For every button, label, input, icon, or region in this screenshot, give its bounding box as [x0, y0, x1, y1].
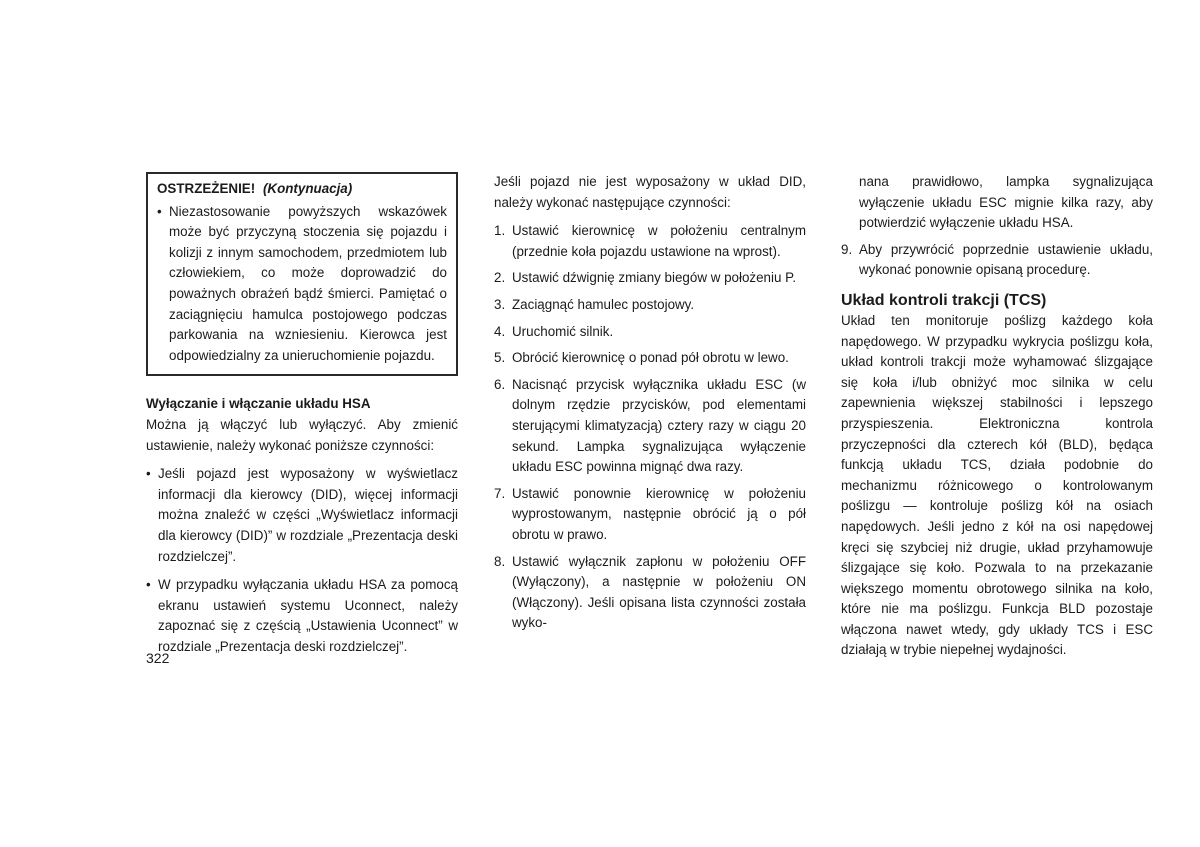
step-number: 9.: [841, 241, 853, 257]
step-number: 2.: [494, 270, 506, 286]
left-column: [146, 172, 458, 665]
step-text: Zaciągnąć hamulec postojowy.: [512, 296, 695, 312]
step-continuation: nana prawidłowo, lampka sygnalizująca wyłączenie układu ESC mignie kilka razy, aby potwierdzić wyłączenie układu HSA.: [859, 174, 1153, 231]
middle-column: [494, 172, 806, 640]
step-text: Aby przywrócić poprzednie ustawienie układu, wykonać ponownie opisaną procedurę.: [859, 241, 1153, 278]
hsa-heading: Wyłączanie i włączanie układu HSA: [146, 396, 371, 412]
warning-subtitle: (Kontynuacja): [262, 181, 353, 196]
procedure-step: [494, 268, 806, 289]
hsa-bullet: [146, 575, 458, 657]
tcs-body: Układ ten monitoruje poślizg każdego koła napędowego. W przypadku wykrycia poślizgu koła, układ kontroli trakcji może wyhamować ślizgające się koła i/lub obniżyć moc silnika w celu zapewnienia większej stabilności i lepszego przyspieszenia. Elektroniczna kontrola przyczepności dla czterech kół (BLD), będąca funkcją układu TCS, działa podobnie do mechanizmu różnicowego o kontrolowanym poślizgu — kontroluje poślizg kół na osiach napędowych. Jeśli jedno z kół na osi napędowej kręci się szybciej niż drugie, układ przyhamowuje ślizgające się koło. Pozwala to na przekazanie większego momentu obrotowego silnika na koło, które nie ma poślizgu. Funkcja BLD pozostaje włączona nawet wtedy, gdy układy TCS i ESC działają w trybie niepełnej wydajności.: [841, 312, 1153, 658]
step-number: 1.: [494, 223, 506, 239]
step-text: Uruchomić silnik.: [512, 323, 614, 339]
step-number: 7.: [494, 485, 506, 501]
step-number: 4.: [494, 323, 506, 339]
procedure-step: [494, 552, 806, 634]
step-number: 3.: [494, 296, 506, 312]
right-column: [841, 172, 1153, 669]
procedure-step: [494, 221, 806, 262]
step-text: Ustawić dźwignię zmiany biegów w położeniu P.: [512, 270, 797, 286]
bullet-dot-icon: •: [157, 203, 162, 219]
step-text: Obrócić kierownicę o ponad pół obrotu w lewo.: [512, 350, 789, 366]
procedure-step: [494, 375, 806, 478]
procedure-step: [841, 240, 1153, 281]
procedure-step: [494, 348, 806, 369]
warning-bullet: [157, 202, 447, 367]
hsa-bullet-text: Jeśli pojazd jest wyposażony w wyświetlacz informacji dla kierowcy (DID), więcej informacji można znaleźć w części „Wyświetlacz informacji dla kierowcy (DID)” w rozdziale „Prezentacja deski rozdzielczej”.: [158, 466, 458, 564]
step-number: 5.: [494, 350, 506, 366]
step-text: Ustawić kierownicę w położeniu centralnym (przednie koła pojazdu ustawione na wprost).: [512, 223, 806, 259]
step-text: Ustawić wyłącznik zapłonu w położeniu OFF (Wyłączony), a następnie w położeniu ON (Włączony). Jeśli opisana lista czynności została wyko-: [512, 553, 806, 631]
hsa-bullet-text: W przypadku wyłączania układu HSA za pomocą ekranu ustawień systemu Uconnect, należy zapoznać się z częścią „Ustawienia Uconnect” w rozdziale „Prezentacja deski rozdzielczej”.: [158, 577, 458, 654]
procedure-step: [494, 295, 806, 316]
hsa-bullet: [146, 464, 458, 567]
step-number: 6.: [494, 376, 506, 392]
step-text: Ustawić ponownie kierownicę w położeniu wyprostowanym, następnie obrócić ją o pół obrotu w prawo.: [512, 485, 806, 542]
step-number: 8.: [494, 553, 506, 569]
hsa-intro: Można ją włączyć lub wyłączyć. Aby zmienić ustawienie, należy wykonać poniższe czynności:: [146, 416, 458, 453]
bullet-dot-icon: •: [146, 577, 151, 593]
warning-label: OSTRZEŻENIE!: [157, 181, 256, 196]
step-text: Nacisnąć przycisk wyłącznika układu ESC (w dolnym rzędzie przycisków, pod elementami sterującymi klimatyzacją) cztery razy w ciągu 20 sekund. Lampka sygnalizująca wyłączenie układu ESC powinna mignąć dwa razy.: [512, 376, 806, 475]
warning-box: [146, 172, 458, 376]
procedure-step: [494, 484, 806, 546]
page-number: 322: [146, 650, 170, 666]
warning-title: [157, 179, 447, 200]
warning-bullet-text: Niezastosowanie powyższych wskazówek może być przyczyną stoczenia się pojazdu i kolizji z innym samochodem, przedmiotem lub człowiekiem, co może doprowadzić do poważnych obrażeń bądź śmierci. Pamiętać o zaciągnięciu hamulca postojowego podczas parkowania na wzniesieniu. Kierowca jest odpowiedzialny za unieruchomienie pojazdu.: [169, 203, 447, 363]
bullet-dot-icon: •: [146, 466, 151, 482]
procedure-step: [494, 322, 806, 343]
tcs-heading: Układ kontroli trakcji (TCS): [841, 291, 1047, 309]
did-intro: Jeśli pojazd nie jest wyposażony w układ DID, należy wykonać następujące czynności:: [494, 174, 806, 210]
